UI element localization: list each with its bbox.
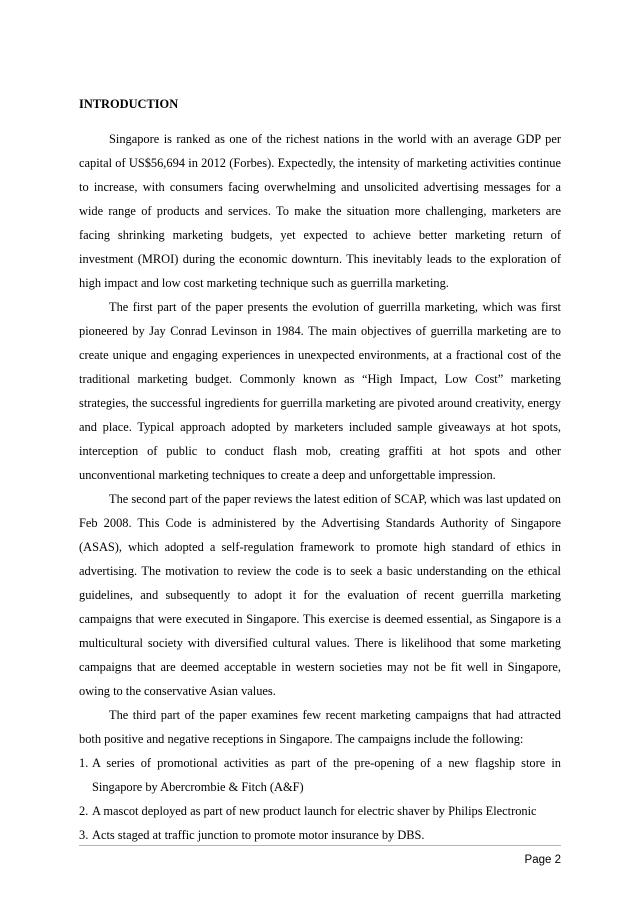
paragraph-4: The third part of the paper examines few recent marketing campaigns that had attracted both positive and negative receptions in Singapore. The campaigns include the following: bbox=[79, 708, 561, 746]
paragraph-2: The first part of the paper presents the evolution of guerrilla marketing, which was first pioneered by Jay Conrad Levinson in 1984. The main objectives of guerrilla marketing are to create unique and engaging experiences in unexpected environments, at a fractional cost of the traditional marketing budget. Commonly known as “High Impact, Low Cost” marketing strategies, the successful ingredients for guerrilla marketing are pivoted around creativity, energy and place. Typical approach adopted by marketers included sample giveaways at hot spots, interception of public to conduct flash mob, creating graffiti at hot spots and other unconventional marketing techniques to create a deep and unforgettable impression. bbox=[79, 300, 561, 482]
footer-divider bbox=[79, 845, 561, 846]
list-item-text: Acts staged at traffic junction to promote motor insurance by DBS. bbox=[92, 828, 425, 842]
paragraph-3: The second part of the paper reviews the latest edition of SCAP, which was last updated on Feb 2008. This Code is administered by the Advertising Standards Authority of Singapore (ASAS), which adopted a self-regulation framework to promote high standard of ethics in advertising. The motivation to review the code is to seek a basic understanding on the ethical guidelines, and subsequently to adopt it for the evaluation of recent guerrilla marketing campaigns that were executed in Singapore. This exercise is deemed essential, as Singapore is a multicultural society with diversified cultural values. There is likelihood that some marketing campaigns that are deemed acceptable in western societies may not be fit well in Singapore, owing to the conservative Asian values. bbox=[79, 492, 561, 698]
list-item-text: A mascot deployed as part of new product launch for electric shaver by Philips Electronic bbox=[92, 804, 537, 818]
campaign-list bbox=[79, 751, 561, 847]
list-item-number: 2. bbox=[79, 804, 89, 818]
list-item bbox=[79, 751, 561, 799]
list-item bbox=[79, 823, 561, 847]
list-item-number: 1. bbox=[79, 756, 89, 770]
heading-spacer bbox=[79, 116, 561, 127]
list-item-number: 3. bbox=[79, 828, 89, 842]
page-number: Page 2 bbox=[524, 854, 561, 866]
section-heading: INTRODUCTION bbox=[79, 97, 179, 111]
list-item-text: A series of promotional activities as part of the pre-opening of a new flagship store in Singapore by Abercrombie & Fitch (A&F) bbox=[92, 756, 561, 794]
list-item bbox=[79, 799, 561, 823]
document-body bbox=[79, 92, 561, 847]
paragraph-1: Singapore is ranked as one of the richest nations in the world with an average GDP per capital of US$56,694 in 2012 (Forbes). Expectedly, the intensity of marketing activities continue to increase, with consumers facing overwhelming and unsolicited advertising messages for a wide range of products and services. To make the situation more challenging, marketers are facing shrinking marketing budgets, yet expected to achieve better marketing return of investment (MROI) during the economic downturn. This inevitably leads to the exploration of high impact and low cost marketing technique such as guerrilla marketing. bbox=[79, 132, 561, 290]
